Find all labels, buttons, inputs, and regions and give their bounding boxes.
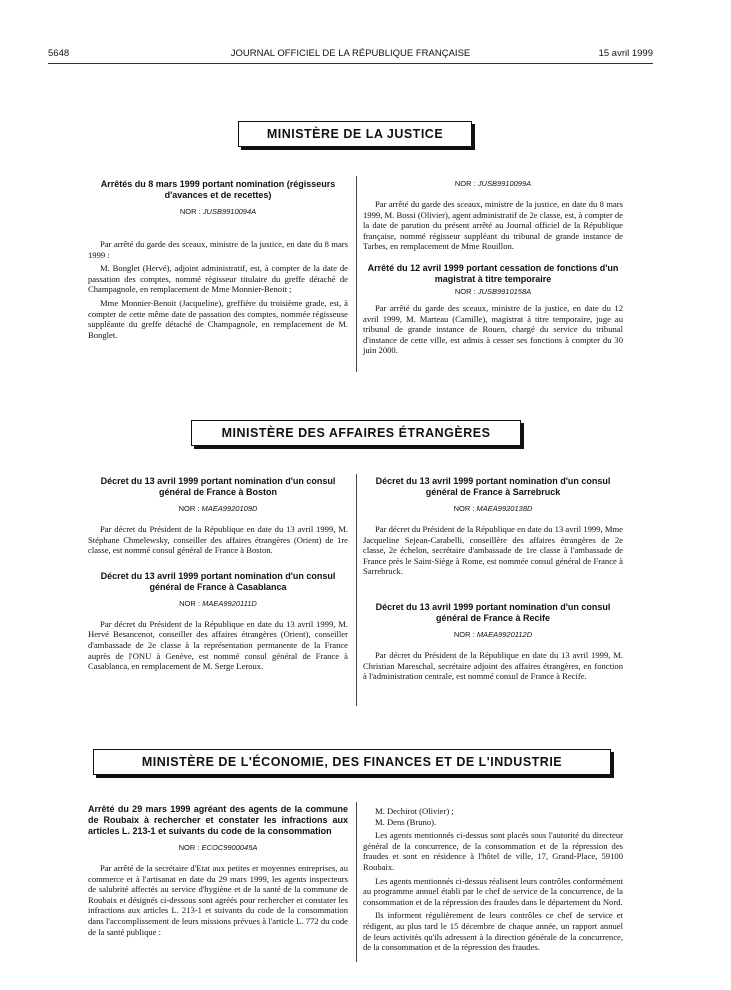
justice-column-divider: [356, 176, 357, 372]
economie-left-column: [88, 804, 348, 940]
affaires-column-divider: [356, 474, 357, 706]
economie-left-heading: Arrêté du 29 mars 1999 agréant des agents de la commune de Roubaix à rechercher et constater les infractions aux articles L. 213-1 et suivants du code de la consommation: [88, 804, 348, 836]
economie-right-para-3: Ils informent régulièrement de leurs contrôles ce chef de service et rédigent, au plus tard le 15 décembre de chaque année, un rapport annuel de leurs activités qu'ils adressent à la direction générale de la concurrence, de la consommation et de la répression des fraudes.: [363, 910, 623, 953]
economie-left-nor: NOR : ECOC9900045A: [178, 843, 258, 852]
economie-right-para-2: Les agents mentionnés ci-dessus réalisent leurs contrôles conformément au programme annuel établi par le chef de service de la concurrence, de la consommation et de la répression des fraudes dans le département du Nord.: [363, 875, 623, 907]
ministry-economie-title: MINISTÈRE DE L'ÉCONOMIE, DES FINANCES ET DE L'INDUSTRIE: [93, 749, 611, 775]
affaires-left-heading-1: Décret du 13 avril 1999 portant nomination d'un consul général de France à Boston: [100, 476, 336, 497]
issue-date: 15 avril 1999: [598, 48, 653, 59]
justice-left-column: [88, 179, 348, 343]
affaires-left-para-1: Par décret du Président de la République en date du 13 avril 1999, M. Stéphane Chmelewsky, conseiller des affaires étrangères (Orient) de 1re classe, est nommé consul général de France à Boston.: [88, 524, 348, 556]
journal-title: JOURNAL OFFICIEL DE LA RÉPUBLIQUE FRANÇAISE: [230, 48, 471, 59]
justice-right-nor-2: NOR : JUSB9910158A: [454, 286, 532, 296]
justice-right-column: [363, 179, 623, 359]
page-number: 5648: [48, 48, 70, 59]
affaires-right-heading-1: Décret du 13 avril 1999 portant nomination d'un consul général de France à Sarrebruck: [375, 476, 611, 497]
justice-left-para-2: M. Bonglet (Hervé), adjoint administratif, est, à compter de la date de passation des comptes, nommé régisseur titulaire du greffe détaché de Champagnole, en remplacement de Mme Monnier-Benoit ;: [88, 263, 348, 295]
justice-left-nor: NOR : JUSB9910094A: [179, 207, 257, 216]
justice-left-heading: Arrêtés du 8 mars 1999 portant nomination (régisseurs d'avances et de recettes): [100, 179, 336, 200]
ministry-justice-title: MINISTÈRE DE LA JUSTICE: [238, 121, 472, 147]
affaires-right-nor-2: NOR : MAEA9920112D: [453, 629, 533, 639]
economie-column-divider: [356, 802, 357, 962]
ministry-affaires-title: MINISTÈRE DES AFFAIRES ÉTRANGÈRES: [191, 420, 521, 446]
economie-left-para: Par arrêté de la secrétaire d'Etat aux petites et moyennes entreprises, au commerce et à l'artisanat en date du 29 mars 1999, les agents inspecteurs de salubrité affectés au service d'hygiène et de la santé de la commune de Roubaix et désignés ci-dessous sont agréés pour rechercher et constater les infractions aux articles L. 213-1 et suivants du code de la consommation dans l'accomplissement de leurs missions prévues à l'article L. 772 du code de la santé publique :: [88, 863, 348, 937]
affaires-right-para-1: Par décret du Président de la République en date du 13 avril 1999, Mme Jacqueline Sejean-Carabelli, conseillère des affaires étrangères de 2e classe, 2e échelon, secrétaire d'ambassade de 1re classe à l'ambassade de France près le Saint-Siège à Rome, est nommée consul général de France à Sarrebruck.: [363, 524, 623, 577]
affaires-left-nor-2: NOR : MAEA9920111D: [179, 598, 257, 608]
justice-right-nor-1: NOR : JUSB9910099A: [454, 179, 532, 188]
economie-right-name-2: M. Dens (Bruno).: [375, 816, 437, 827]
economie-right-name-1: M. Dechirot (Olivier) ;: [375, 806, 454, 816]
affaires-left-nor-1: NOR : MAEA9920109D: [178, 504, 258, 513]
justice-right-heading-2: Arrêté du 12 avril 1999 portant cessation de fonctions d'un magistrat à titre temporaire: [367, 262, 619, 284]
affaires-left-para-2: Par décret du Président de la République en date du 13 avril 1999, M. Hervé Besancenot, conseiller des affaires étrangères (Orient), conseiller d'ambassade de 2e classe à la représentation permanente de la France auprès de l'ONU à Genève, est nommé consul général de France à Casablanca, en remplacement de M. Serge Leroux.: [88, 618, 348, 672]
affaires-right-para-2: Par décret du Président de la République en date du 13 avril 1999, M. Christian Mareschal, secrétaire adjoint des affaires étrangères, en fonction à l'administration centrale, est nommé consul de France à Recife.: [363, 649, 623, 682]
justice-right-para-2: Par arrêté du garde des sceaux, ministre de la justice, en date du 12 avril 1999, M. Marteau (Camille), magistrat à titre temporaire, juge au tribunal de grande instance de Rouen, chargé du service du tribunal d'instance de cette ville, est admis à cesser ses fonctions à compter du 30 juin 2000.: [363, 302, 623, 356]
affaires-left-column: [88, 476, 348, 675]
justice-left-para-3: Mme Monnier-Benoit (Jacqueline), greffière du troisième grade, est, à compter de cette même date de passation des comptes, nommée régisseuse suppléante du greffe détaché de Champagnole, en remplacement de M. Bonglet.: [88, 297, 348, 340]
header-rule: [48, 63, 653, 64]
economie-right-column: [363, 806, 623, 956]
affaires-right-nor-1: NOR : MAEA9920138D: [453, 504, 533, 513]
affaires-right-column: [363, 476, 623, 685]
page-header: [48, 48, 653, 62]
justice-right-para-1: Par arrêté du garde des sceaux, ministre de la justice, en date du 8 mars 1999, M. Bossi (Olivier), agent administratif de 2e classe, est, à compter de la date de parution du présent arrêté au Journal officiel de la République française, nommé régisseur suppléant du tribunal de grande instance de Tarbes, en remplacement de Mme Rouillon.: [363, 199, 623, 252]
affaires-right-heading-2: Décret du 13 avril 1999 portant nomination d'un consul général de France à Recife: [375, 601, 611, 623]
affaires-left-heading-2: Décret du 13 avril 1999 portant nomination d'un consul général de France à Casablanca: [100, 570, 336, 592]
economie-right-para-1: Les agents mentionnés ci-dessus sont placés sous l'autorité du directeur général de la concurrence, de la consommation et de la répression des fraudes et sont en résidence à l'hôtel de ville, 17, Grand-Place, 59100 Roubaix.: [363, 830, 623, 872]
justice-left-para-1: Par arrêté du garde des sceaux, ministre de la justice, en date du 8 mars 1999 :: [88, 239, 348, 260]
